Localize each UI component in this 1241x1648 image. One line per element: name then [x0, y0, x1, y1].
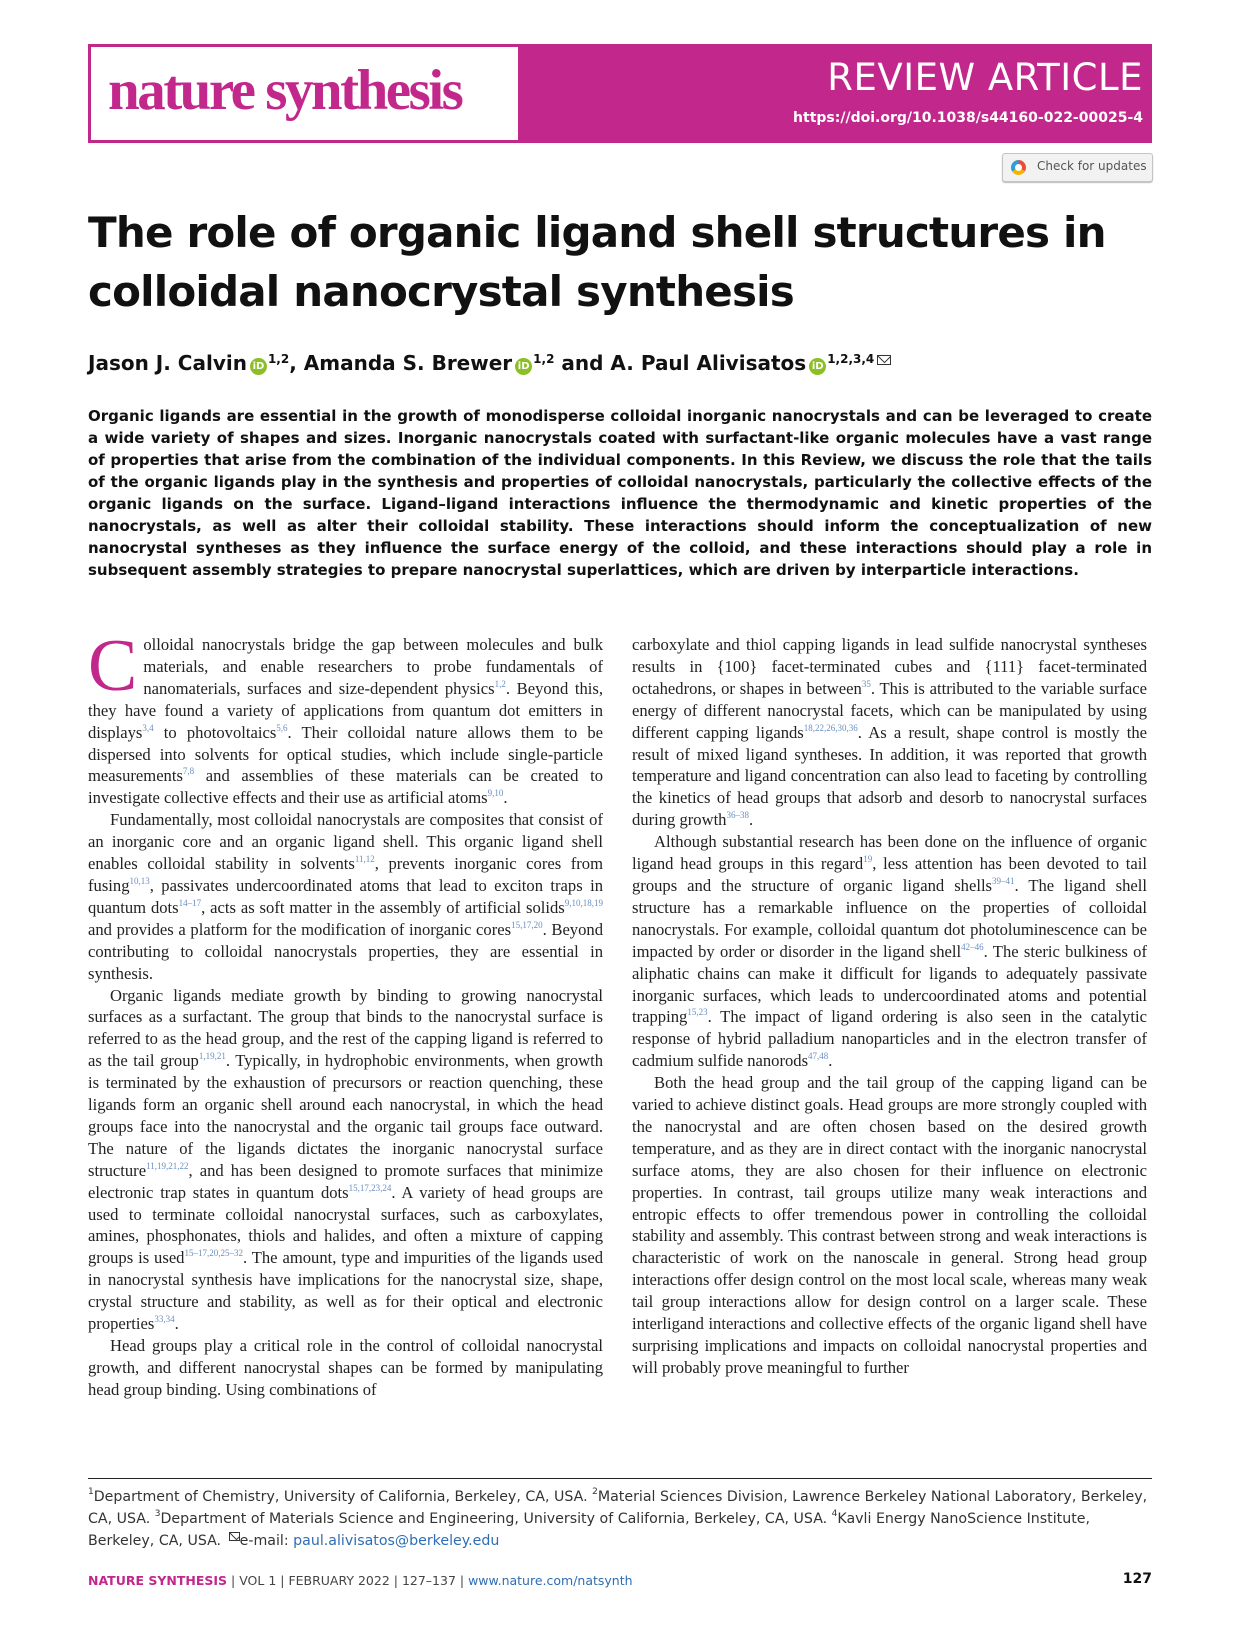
- body-text: and assemblies of these materials can be created to investigate collective effects and their use as artificial atoms: [88, 766, 603, 808]
- citation-ref[interactable]: 3,4: [142, 722, 154, 733]
- citation-ref[interactable]: 14–17: [178, 897, 202, 908]
- doi-link[interactable]: https://doi.org/10.1038/s44160-022-00025-4: [793, 110, 1143, 126]
- footer-journal: NATURE SYNTHESIS: [88, 1573, 228, 1588]
- affiliation-text: Kavli Energy NanoScience Institute, Berkeley, CA, USA.: [88, 1511, 1091, 1549]
- author-separator: and: [554, 351, 611, 375]
- author-name[interactable]: Jason J. Calvin: [88, 351, 247, 375]
- article-title: The role of organic ligand shell structures in colloidal nanocrystal synthesis: [88, 208, 1106, 316]
- author-list: [88, 351, 891, 375]
- body-text: . Typically, in hydrophobic environments, when growth is terminated by the exhaustion of precursors or reaction quenching, these ligands form an organic shell around each nanocrystal, in which the head groups face into the nanocrystal and the organic tail groups face outward. The nature of the ligands dictates the inorganic nanocrystal surface structure: [88, 1051, 604, 1180]
- body-text: and provides a platform for the modification of inorganic cores: [88, 919, 512, 939]
- body-text: . The impact of ligand ordering is also seen in the catalytic response of hybrid palladium nanoparticles and in the electron transfer of cadmium sulfide nanorods: [632, 1007, 1147, 1071]
- body-paragraph: [88, 1335, 603, 1401]
- body-text: Fundamentally, most colloidal nanocrystals are composites that consist of an inorganic core and an organic ligand shell. This organic ligand shell enables colloidal stability in solvents: [88, 810, 603, 874]
- body-text: . The ligand shell structure has a remarkable influence on the properties of colloidal nanocrystals. For example, colloidal quantum dot photoluminescence can be impacted by order or disorder in the ligand shell: [632, 875, 1147, 961]
- citation-ref[interactable]: 11,19,21,22: [146, 1160, 189, 1171]
- citation-ref[interactable]: 15,17,23,24: [348, 1182, 392, 1193]
- citation-ref[interactable]: 9,10,18,19: [564, 897, 603, 908]
- body-text: Although substantial research has been done on the influence of organic ligand head groups in this regard: [632, 832, 1147, 874]
- envelope-icon[interactable]: [877, 355, 891, 365]
- affiliation-text: Department of Chemistry, University of California, Berkeley, CA, USA.: [93, 1489, 593, 1505]
- body-text: .: [748, 810, 754, 830]
- author-separator: ,: [289, 351, 304, 375]
- citation-ref[interactable]: 39–41: [992, 875, 1015, 886]
- page-number: 127: [1122, 1571, 1152, 1587]
- affiliation-number: 3: [154, 1509, 161, 1519]
- crossmark-icon: [1011, 160, 1026, 175]
- citation-ref[interactable]: 1,2: [494, 678, 506, 689]
- body-text: Both the head group and the tail group of the capping ligand can be varied to achieve distinct goals. Head groups are more strongly coupled with the nanocrystal and are often chosen based on the desired growth temperature, and as they are in direct contact with the inorganic nanocrystal surface atoms, they are also chosen for their influence on electronic properties. In contrast, tail groups utilize many weak interactions and entropic effects to offer tremendous power in controlling the colloidal stability and assembly. This contrast between strong and weak interactions is characteristic of work on the nanoscale in general. Strong head group interactions offer design control on the most local scale, whereas many weak tail group interactions allow for design control on a larger scale. These interligand interactions and collective effects of the organic ligand shell have surprising implications and impacts on colloidal nanocrystal properties and will probably prove meaningful to further: [632, 1073, 1147, 1377]
- footer-issue: | VOL 1 | FEBRUARY 2022 | 127–137 |: [227, 1573, 469, 1588]
- citation-ref[interactable]: 19: [863, 854, 873, 865]
- footnote-divider: [88, 1478, 1152, 1479]
- body-text: . Beyond contributing to colloidal nanocrystals properties, they are essential in synthesis.: [88, 919, 603, 983]
- email-label: e-mail:: [239, 1533, 294, 1549]
- body-paragraph: [88, 985, 603, 1336]
- abstract: Organic ligands are essential in the growth of monodisperse colloidal inorganic nanocrystals and can be leveraged to create a wide variety of shapes and sizes. Inorganic nanocrystals coated with surfactant-like organic molecules have a vast range of properties that arise from the combination of the individual components. In this Review, we discuss the role that the tails of the organic ligands play in the synthesis and properties of colloidal nanocrystals, particularly the collective effects of the organic ligands on the surface. Ligand–ligand interactions influence the thermodynamic and kinetic properties of the nanocrystals, as well as alter their colloidal stability. These interactions should inform the conceptualization of new nanocrystal syntheses as they influence the surface energy of the colloid, and these interactions should play a role in subsequent assembly strategies to prepare nanocrystal superlattices, which are driven by interparticle interactions.: [88, 407, 1152, 579]
- body-paragraph: [632, 634, 1147, 831]
- body-column-right: [632, 634, 1147, 1379]
- drop-cap: C: [88, 625, 138, 707]
- body-text: , acts as soft matter in the assembly of artificial solids: [201, 897, 565, 917]
- affiliation-text: Material Sciences Division, Lawrence Berkeley National Laboratory, Berkeley, CA, USA.: [88, 1489, 1148, 1527]
- body-text: .: [174, 1314, 179, 1334]
- body-paragraph: [88, 809, 603, 984]
- body-text: olloidal nanocrystals bridge the gap between molecules and bulk materials, and enable researchers to probe fundamentals of nanomaterials, surfaces and size-dependent physics: [143, 635, 603, 698]
- body-text: . Their colloidal nature allows them to be dispersed into solvents for optical studies, which include single-particle measurements: [88, 722, 603, 786]
- article-type: REVIEW ARTICLE: [827, 56, 1143, 99]
- body-text: to photovoltaics: [153, 722, 277, 742]
- body-text: , passivates undercoordinated atoms that lead to exciton traps in quantum dots: [88, 875, 603, 917]
- author-affiliation-sup: 1,2: [533, 352, 555, 366]
- citation-ref[interactable]: 15–17,20,25–32: [184, 1248, 243, 1259]
- body-text: .: [828, 1051, 833, 1071]
- body-paragraph: [632, 831, 1147, 1072]
- body-text: Organic ligands mediate growth by binding to growing nanocrystal surfaces as a surfactant. The group that binds to the nanocrystal surface is referred to as the head group, and the rest of the capping ligand is referred to as the tail group: [88, 985, 603, 1071]
- page-footer: [88, 1573, 633, 1588]
- body-text: .: [503, 788, 508, 808]
- citation-ref[interactable]: 9,10: [487, 788, 504, 799]
- affiliations: [88, 1486, 1152, 1552]
- body-text: . Beyond this, they have found a variety of applications from quantum dot emitters in displays: [88, 678, 603, 742]
- orcid-icon[interactable]: iD: [250, 358, 267, 375]
- journal-logo[interactable]: nature synthesis: [108, 59, 462, 122]
- check-updates-button[interactable]: [1002, 153, 1153, 182]
- citation-ref[interactable]: 10,13: [129, 875, 150, 886]
- envelope-icon: [229, 1532, 240, 1541]
- orcid-icon[interactable]: iD: [515, 358, 532, 375]
- orcid-icon[interactable]: iD: [809, 358, 826, 375]
- citation-ref[interactable]: 15,23: [687, 1007, 708, 1018]
- author-name[interactable]: Amanda S. Brewer: [303, 351, 513, 375]
- author-affiliation-sup: 1,2,3,4: [827, 352, 875, 366]
- body-column-left: [88, 625, 604, 1401]
- citation-ref[interactable]: 11,12: [354, 854, 375, 865]
- author-name[interactable]: A. Paul Alivisatos: [610, 351, 807, 375]
- body-text: . A variety of head groups are used to terminate colloidal nanocrystal surfaces, such as carboxylates, amines, phosphonates, thiols and halides, and often a mixture of capping groups is used: [88, 1182, 603, 1268]
- body-text: , prevents inorganic cores from fusing: [88, 854, 603, 895]
- body-text: carboxylate and thiol capping ligands in lead sulfide nanocrystal syntheses results in {100} facet-terminated cubes and {111} facet-terminated octahedrons, or shapes in between: [632, 635, 1147, 698]
- citation-ref[interactable]: 18,22,26,30,36: [803, 722, 858, 733]
- body-text: . This is attributed to the variable surface energy of different nanocrystal facets, which can be manipulated by using different capping ligands: [632, 678, 1147, 742]
- body-text: , and has been designed to promote surfaces that minimize electronic trap states in quantum dots: [88, 1160, 603, 1202]
- affiliation-number: 2: [592, 1487, 598, 1497]
- check-updates-label: Check for updates: [1037, 159, 1147, 173]
- footer-website-link[interactable]: www.nature.com/natsynth: [468, 1573, 633, 1588]
- affiliation-number: 4: [831, 1509, 838, 1519]
- body-paragraph: [632, 1072, 1147, 1379]
- citation-ref[interactable]: 15,17,20: [511, 919, 543, 930]
- citation-ref[interactable]: 36–38: [726, 810, 749, 821]
- citation-ref[interactable]: 42–46: [961, 941, 984, 952]
- body-text: Head groups play a critical role in the control of colloidal nanocrystal growth, and different nanocrystal shapes can be formed by manipulating head group binding. Using combinations of: [88, 1336, 603, 1399]
- body-paragraph: [88, 625, 603, 809]
- affiliation-number: 1: [88, 1487, 94, 1497]
- citation-ref[interactable]: 5,6: [276, 722, 288, 733]
- citation-ref[interactable]: 7,8: [182, 766, 195, 777]
- body-text: , less attention has been devoted to tail groups and the structure of organic ligand shells: [632, 854, 1147, 895]
- citation-ref[interactable]: 47,48: [808, 1051, 829, 1062]
- email-link[interactable]: paul.alivisatos@berkeley.edu: [293, 1533, 500, 1549]
- citation-ref[interactable]: 33,34: [154, 1314, 175, 1325]
- citation-ref[interactable]: 35: [861, 678, 871, 689]
- affiliation-text: Department of Materials Science and Engineering, University of California, Berkeley, CA, USA.: [160, 1511, 832, 1527]
- body-text: . The amount, type and impurities of the ligands used in nanocrystal synthesis have implications for the nanocrystal size, shape, crystal structure and stability, as well as for their optical and electronic properties: [88, 1248, 604, 1334]
- body-text: . The steric bulkiness of aliphatic chains can make it difficult for ligands to adequately passivate inorganic surfaces, which leads to undercoordinated atoms and potential trapping: [632, 941, 1147, 1027]
- author-affiliation-sup: 1,2: [267, 352, 290, 366]
- body-text: . As a result, shape control is mostly the result of mixed ligand syntheses. In addition, it was reported that growth temperature and ligand concentration can also lead to faceting by controlling the kinetics of head groups that adsorb and desorb to nanocrystal surfaces during growth: [632, 722, 1147, 830]
- citation-ref[interactable]: 1,19,21: [198, 1051, 226, 1062]
